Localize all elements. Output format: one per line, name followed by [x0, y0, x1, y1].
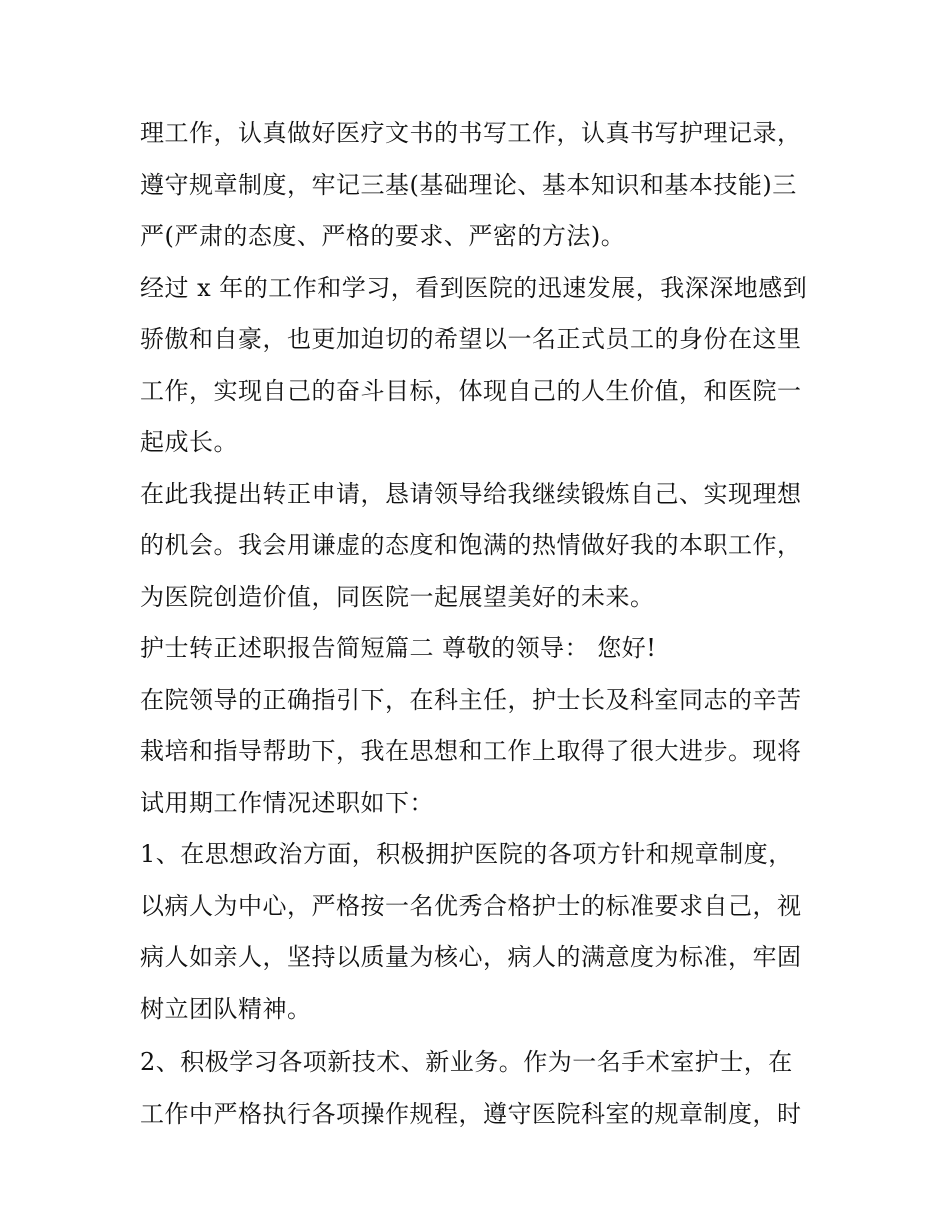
text-line: 遵守规章制度，牢记三基(基础理论、基本知识和基本技能)三 [140, 170, 797, 199]
text-line: 工作，实现自己的奋斗目标，体现自己的人生价值，和医院一 [140, 376, 802, 405]
numbered-item-line: 1、在思想政治方面，积极拥护医院的各项方针和规章制度， [140, 840, 793, 868]
text-line: 工作中严格执行各项操作规程，遵守医院科室的规章制度，时 [140, 1099, 802, 1128]
text-line: 起成长。 [140, 428, 238, 456]
text-line: 以病人为中心，严格按一名优秀合格护士的标准要求自己，视 [140, 891, 802, 920]
text-line: 的机会。我会用谦虚的态度和饱满的热情做好我的本职工作， [140, 531, 802, 559]
text-line: 理工作，认真做好医疗文书的书写工作，认真书写护理记录， [140, 119, 802, 147]
text-line: 在院领导的正确指引下，在科主任，护士长及科室同志的辛苦 [140, 685, 802, 714]
text-line: 病人如亲人，坚持以质量为核心，病人的满意度为标准，牢固 [140, 943, 802, 971]
document-body [140, 108, 820, 1140]
text-line: 树立团队精神。 [140, 994, 312, 1023]
text-line: 试用期工作情况述职如下： [140, 788, 434, 817]
numbered-item-line: 2、积极学习各项新技术、新业务。作为一名手术室护士，在 [140, 1048, 793, 1076]
text-line: 为医院创造价值，同医院一起展望美好的未来。 [140, 582, 655, 611]
text-line: 骄傲和自豪，也更加迫切的希望以一名正式员工的身份在这里 [140, 325, 802, 353]
text-line: 经过 x 年的工作和学习，看到医院的迅速发展，我深深地感到 [140, 273, 808, 302]
text-line: 栽培和指导帮助下，我在思想和工作上取得了很大进步。现将 [140, 737, 802, 765]
text-line: 严(严肃的态度、严格的要求、严密的方法)。 [140, 222, 626, 250]
section-heading-line: 护士转正述职报告简短篇二 尊敬的领导： 您好! [140, 634, 657, 662]
text-line: 在此我提出转正申请，恳请领导给我继续锻炼自己、实现理想 [140, 479, 802, 508]
